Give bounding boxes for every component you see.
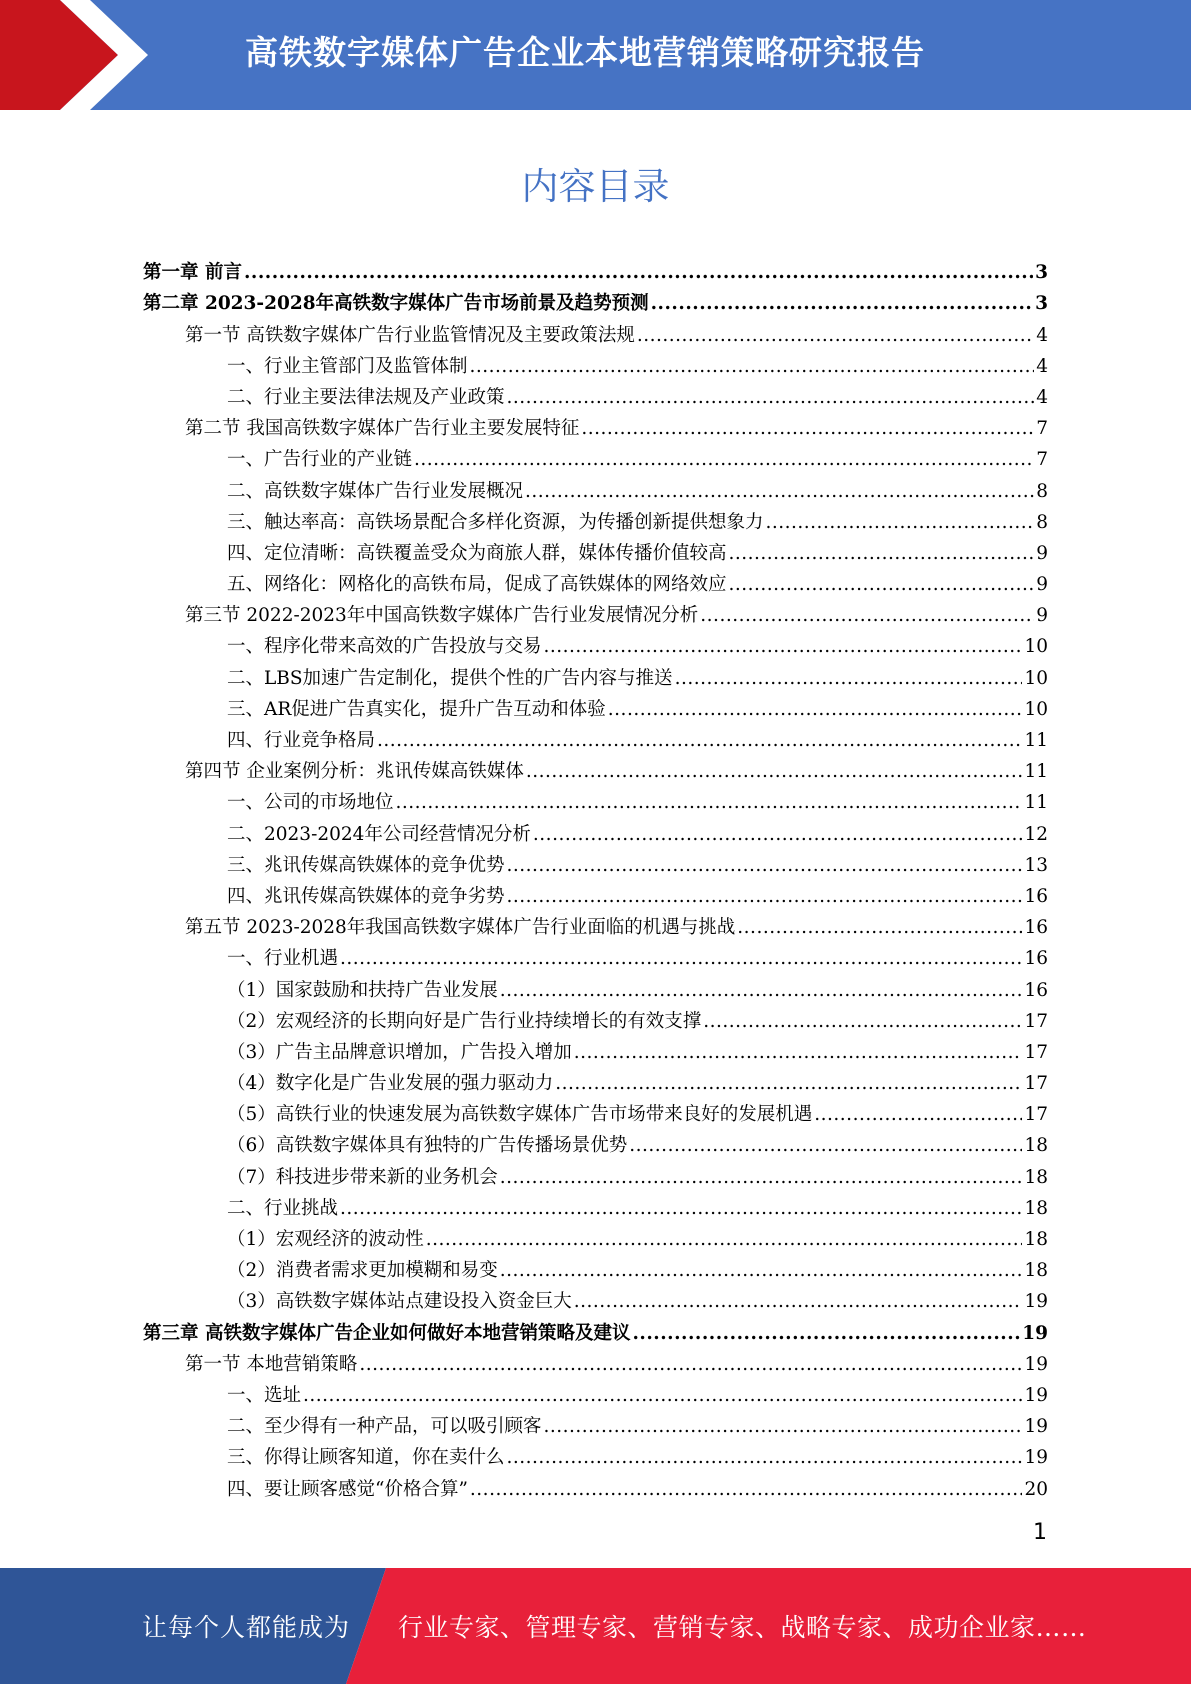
table-of-contents — [143, 254, 1048, 1502]
page-number: 1 — [1033, 1520, 1047, 1545]
toc-entry-page: 16 — [1024, 917, 1048, 939]
toc-entry-page: 19 — [1024, 1291, 1048, 1313]
toc-entry-text: 三、你得让顾客知道，你在卖什么 — [227, 1447, 505, 1469]
toc-entry-text: 一、程序化带来高效的广告投放与交易 — [227, 636, 542, 658]
toc-entry[interactable] — [143, 1096, 1048, 1127]
toc-entry[interactable] — [143, 1408, 1048, 1439]
toc-entry-text: 第一节 高铁数字媒体广告行业监管情况及主要政策法规 — [185, 324, 635, 346]
toc-entry-text: （7）科技进步带来新的业务机会 — [227, 1166, 498, 1188]
toc-entry-text: 第三章 高铁数字媒体广告企业如何做好本地营销策略及建议 — [143, 1322, 631, 1344]
toc-entry-text: （3）广告主品牌意识增加，广告投入增加 — [227, 1041, 572, 1063]
toc-entry-text: 三、AR促进广告真实化，提升广告互动和体验 — [227, 698, 606, 720]
toc-dot-leader — [500, 1166, 1023, 1190]
toc-dot-leader — [632, 1322, 1020, 1346]
toc-entry[interactable] — [143, 316, 1048, 347]
toc-entry[interactable] — [143, 722, 1048, 753]
toc-entry-text: 一、行业主管部门及监管体制 — [227, 355, 468, 377]
toc-entry-text: （4）数字化是广告业发展的强力驱动力 — [227, 1073, 554, 1095]
toc-dot-leader — [470, 355, 1035, 379]
toc-dot-leader — [629, 1134, 1022, 1158]
toc-dot-leader — [507, 885, 1023, 909]
toc-entry-text: 第五节 2023-2028年我国高铁数字媒体广告行业面临的机遇与挑战 — [185, 917, 736, 939]
toc-entry[interactable] — [143, 784, 1048, 815]
toc-entry-text: 一、行业机遇 — [227, 948, 339, 970]
toc-entry-text: （3）高铁数字媒体站点建设投入资金巨大 — [227, 1291, 572, 1313]
toc-entry[interactable] — [143, 441, 1048, 472]
toc-entry[interactable] — [143, 1158, 1048, 1189]
toc-entry-text: 第一章 前言 — [143, 262, 242, 284]
toc-entry-page: 18 — [1024, 1260, 1048, 1282]
toc-entry-text: （1）宏观经济的波动性 — [227, 1229, 424, 1250]
toc-entry[interactable] — [143, 1221, 1048, 1252]
toc-entry-page: 11 — [1024, 730, 1048, 751]
toc-entry-page: 4 — [1036, 386, 1048, 408]
toc-entry-page: 18 — [1024, 1166, 1048, 1188]
footer-slogan-left: 让每个人都能成为 — [142, 1613, 351, 1642]
toc-dot-leader — [377, 729, 1022, 753]
toc-dot-leader — [574, 1290, 1023, 1314]
toc-dot-leader — [426, 1228, 1023, 1252]
toc-entry-text: 一、广告行业的产业链 — [227, 449, 413, 471]
toc-entry-page: 11 — [1024, 792, 1048, 814]
toc-entry-page: 19 — [1024, 1353, 1048, 1375]
toc-entry-text: 四、兆讯传媒高铁媒体的竞争劣势 — [227, 885, 505, 907]
toc-dot-leader — [359, 1353, 1022, 1377]
toc-dot-leader — [544, 635, 1023, 659]
toc-entry-text: 一、选址 — [227, 1384, 302, 1406]
toc-entry-text: 第三节 2022-2023年中国高铁数字媒体广告行业发展情况分析 — [185, 605, 699, 627]
toc-entry-text: 五、网络化：网格化的高铁布局，促成了高铁媒体的网络效应 — [227, 574, 727, 596]
toc-entry[interactable] — [143, 1346, 1048, 1377]
toc-dot-leader — [651, 292, 1034, 316]
toc-entry-page: 10 — [1024, 698, 1048, 720]
toc-entry-text: 第一节 本地营销策略 — [185, 1353, 358, 1375]
toc-dot-leader — [340, 1197, 1022, 1221]
toc-entry-text: 二、LBS加速广告定制化，提供个性的广告内容与推送 — [227, 667, 673, 689]
toc-entry[interactable] — [143, 815, 1048, 846]
toc-entry-page: 17 — [1024, 1041, 1048, 1063]
toc-entry[interactable] — [143, 1470, 1048, 1501]
toc-entry[interactable] — [143, 1190, 1048, 1221]
toc-dot-leader — [507, 854, 1023, 878]
toc-dot-leader — [637, 324, 1034, 348]
toc-entry[interactable] — [143, 659, 1048, 690]
toc-entry-text: （2）消费者需求更加模糊和易变 — [227, 1260, 498, 1282]
toc-entry[interactable] — [143, 847, 1048, 878]
toc-entry[interactable] — [143, 628, 1048, 659]
toc-entry-page: 16 — [1024, 948, 1048, 970]
toc-entry[interactable] — [143, 909, 1048, 940]
toc-dot-leader — [581, 417, 1034, 441]
toc-entry-text: （2）宏观经济的长期向好是广告行业持续增长的有效支撑 — [227, 1010, 702, 1032]
toc-entry-page: 16 — [1024, 885, 1048, 907]
toc-dot-leader — [526, 760, 1023, 784]
toc-entry-text: 四、行业竞争格局 — [227, 730, 376, 751]
toc-entry[interactable] — [143, 1283, 1048, 1314]
toc-entry-text: 三、兆讯传媒高铁媒体的竞争优势 — [227, 854, 505, 876]
toc-dot-leader — [507, 386, 1035, 410]
toc-dot-leader — [574, 1041, 1023, 1065]
toc-entry-text: 二、高铁数字媒体广告行业发展概况 — [227, 480, 524, 502]
toc-entry-page: 7 — [1036, 449, 1048, 471]
toc-dot-leader — [396, 791, 1023, 815]
toc-entry-page: 9 — [1036, 574, 1048, 596]
toc-entry-page: 19 — [1022, 1322, 1048, 1344]
toc-entry-page: 7 — [1036, 418, 1048, 440]
toc-dot-leader — [766, 511, 1035, 535]
toc-entry-page: 12 — [1024, 823, 1048, 845]
toc-dot-leader — [500, 1259, 1023, 1283]
toc-entry-text: 二、行业挑战 — [227, 1197, 339, 1219]
toc-entry[interactable] — [143, 410, 1048, 441]
toc-entry[interactable] — [143, 878, 1048, 909]
toc-entry-text: 四、定位清晰：高铁覆盖受众为商旅人群，媒体传播价值较高 — [227, 542, 727, 564]
toc-dot-leader — [244, 261, 1033, 285]
toc-entry-text: 二、至少得有一种产品，可以吸引顾客 — [227, 1416, 542, 1438]
toc-entry[interactable] — [143, 1034, 1048, 1065]
toc-dot-leader — [700, 604, 1034, 628]
toc-entry-page: 8 — [1036, 511, 1048, 533]
toc-entry[interactable] — [143, 1252, 1048, 1283]
toc-entry-text: （1）国家鼓励和扶持广告业发展 — [227, 979, 498, 1001]
toc-entry-text: 第二节 我国高铁数字媒体广告行业主要发展特征 — [185, 418, 580, 440]
toc-entry-text: （5）高铁行业的快速发展为高铁数字媒体广告市场带来良好的发展机遇 — [227, 1104, 813, 1126]
toc-dot-leader — [525, 480, 1034, 504]
toc-entry-page: 19 — [1024, 1384, 1048, 1406]
toc-entry-page: 18 — [1024, 1135, 1048, 1157]
toc-entry[interactable] — [143, 940, 1048, 971]
toc-entry[interactable] — [143, 1314, 1048, 1345]
toc-dot-leader — [544, 1415, 1023, 1439]
toc-entry-page: 16 — [1024, 979, 1048, 1001]
toc-entry-text: 第四节 企业案例分析：兆讯传媒高铁媒体 — [185, 761, 524, 783]
toc-entry[interactable] — [143, 1065, 1048, 1096]
toc-entry[interactable] — [143, 753, 1048, 784]
toc-dot-leader — [470, 1478, 1023, 1502]
toc-dot-leader — [703, 1010, 1022, 1034]
toc-entry-page: 13 — [1024, 854, 1048, 876]
toc-entry[interactable] — [143, 1377, 1048, 1408]
toc-entry-text: 二、2023-2024年公司经营情况分析 — [227, 823, 531, 845]
toc-heading: 内容目录 — [521, 165, 670, 208]
toc-dot-leader — [608, 698, 1023, 722]
toc-dot-leader — [500, 979, 1023, 1003]
toc-dot-leader — [729, 542, 1035, 566]
toc-entry-page: 20 — [1024, 1478, 1048, 1500]
toc-entry-page: 19 — [1024, 1416, 1048, 1438]
toc-dot-leader — [414, 448, 1034, 472]
toc-entry-page: 9 — [1036, 542, 1048, 564]
footer-slogan-right: 行业专家、管理专家、营销专家、战略专家、成功企业家…… — [398, 1613, 1087, 1642]
toc-entry-text: （6）高铁数字媒体具有独特的广告传播场景优势 — [227, 1135, 628, 1157]
toc-entry[interactable] — [143, 285, 1048, 316]
toc-dot-leader — [303, 1384, 1022, 1408]
toc-entry-page: 3 — [1035, 262, 1048, 284]
toc-entry-text: 三、触达率高：高铁场景配合多样化资源，为传播创新提供想象力 — [227, 511, 764, 533]
toc-entry[interactable] — [143, 379, 1048, 410]
toc-entry[interactable] — [143, 1439, 1048, 1470]
toc-entry-page: 17 — [1024, 1010, 1048, 1032]
toc-entry[interactable] — [143, 254, 1048, 285]
toc-entry-text: 一、公司的市场地位 — [227, 792, 394, 814]
toc-entry-page: 8 — [1036, 480, 1048, 502]
report-header — [0, 0, 1191, 110]
toc-entry-page: 4 — [1036, 324, 1048, 346]
toc-entry-page: 18 — [1024, 1229, 1048, 1250]
toc-entry-page: 17 — [1024, 1073, 1048, 1095]
toc-dot-leader — [729, 573, 1035, 597]
toc-entry[interactable] — [143, 1003, 1048, 1034]
toc-entry[interactable] — [143, 348, 1048, 379]
toc-dot-leader — [340, 947, 1022, 971]
toc-dot-leader — [737, 916, 1022, 940]
toc-dot-leader — [675, 667, 1023, 691]
toc-entry[interactable] — [143, 566, 1048, 597]
toc-dot-leader — [533, 823, 1023, 847]
toc-dot-leader — [507, 1446, 1023, 1470]
toc-entry-text: 四、要让顾客感觉“价格合算” — [227, 1478, 468, 1500]
toc-entry-text: 第二章 2023-2028年高铁数字媒体广告市场前景及趋势预测 — [143, 293, 649, 315]
toc-entry-page: 18 — [1024, 1197, 1048, 1219]
toc-entry-page: 4 — [1036, 355, 1048, 377]
toc-entry[interactable] — [143, 504, 1048, 535]
toc-entry-page: 19 — [1024, 1447, 1048, 1469]
toc-entry[interactable] — [143, 1127, 1048, 1158]
toc-entry-page: 10 — [1024, 667, 1048, 689]
toc-entry-page: 9 — [1036, 605, 1048, 627]
toc-entry-page: 3 — [1035, 293, 1048, 315]
toc-entry[interactable] — [143, 971, 1048, 1002]
toc-entry-text: 二、行业主要法律法规及产业政策 — [227, 386, 505, 408]
toc-dot-leader — [555, 1072, 1022, 1096]
toc-entry-page: 11 — [1024, 761, 1048, 783]
report-title: 高铁数字媒体广告企业本地营销策略研究报告 — [245, 33, 925, 72]
toc-entry-page: 10 — [1024, 636, 1048, 658]
toc-entry[interactable] — [143, 472, 1048, 503]
footer-banner — [0, 1568, 1191, 1684]
toc-entry[interactable] — [143, 535, 1048, 566]
toc-entry[interactable] — [143, 691, 1048, 722]
toc-dot-leader — [814, 1103, 1022, 1127]
toc-entry[interactable] — [143, 597, 1048, 628]
toc-entry-page: 17 — [1024, 1104, 1048, 1126]
